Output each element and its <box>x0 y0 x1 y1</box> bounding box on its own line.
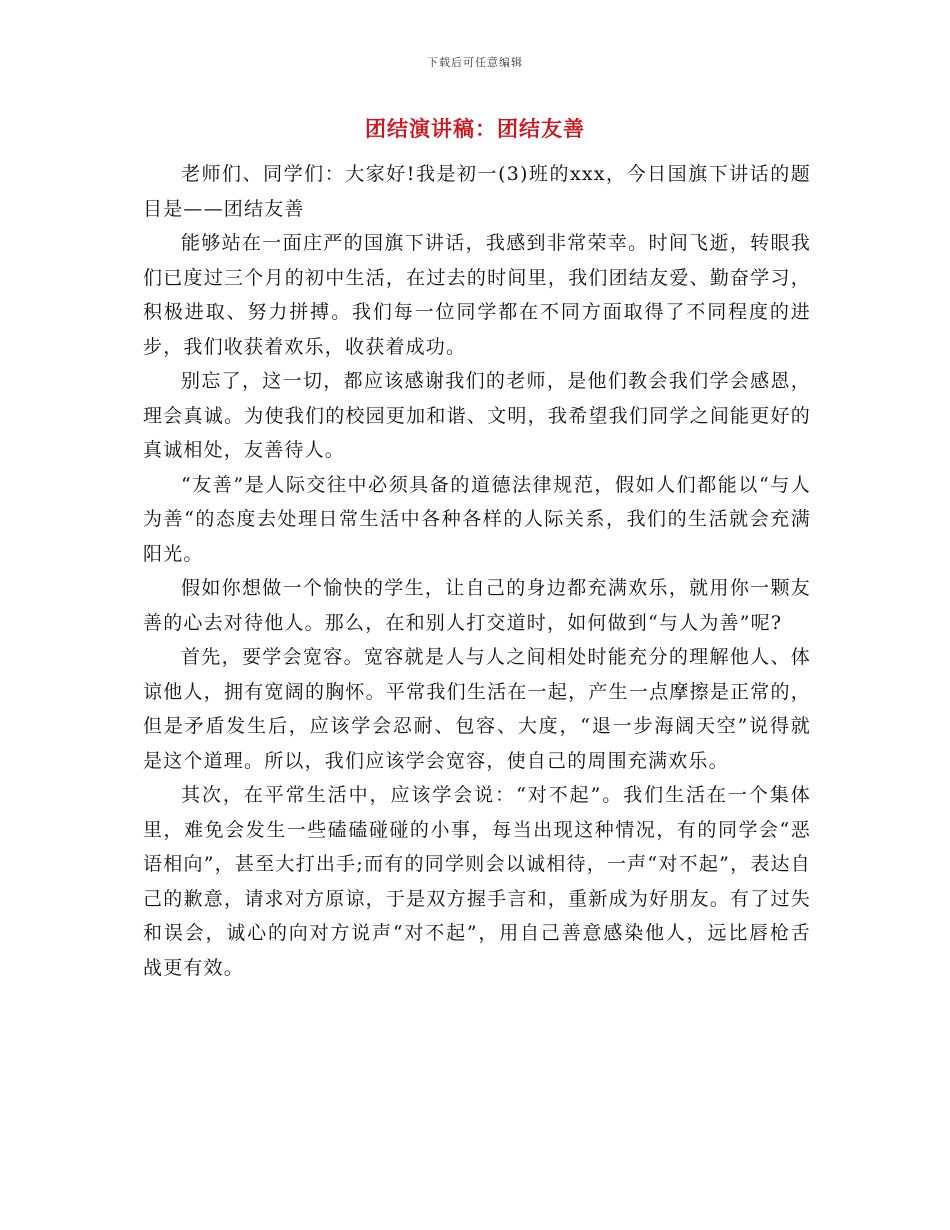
paragraph-friendliness: “友善”是人际交往中必须具备的道德法律规范，假如人们都能以“与人为善“的态度去处理日常生活中各种各样的人际关系，我们的生活就会充满阳光。 <box>143 473 811 565</box>
document-title: 团结演讲稿：团结友善 <box>365 116 585 141</box>
header-note: 下载后可任意编辑 <box>427 56 523 69</box>
document-body <box>143 157 811 985</box>
paragraph-happy-student: 假如你想做一个愉快的学生，让自己的身边都充满欢乐，就用你一颗友善的心去对待他人。那么，在和别人打交道时，如何做到“与人为善”呢? <box>143 577 811 634</box>
paragraph-tolerance: 首先，要学会宽容。宽容就是人与人之间相处时能充分的理解他人、体谅他人，拥有宽阔的胸怀。平常我们生活在一起，产生一点摩擦是正常的，但是矛盾发生后，应该学会忍耐、包容、大度，“退一步海阔天空”说得就是这个道理。所以，我们应该学会宽容，使自己的周围充满欢乐。 <box>143 646 811 772</box>
paragraph-apology: 其次，在平常生活中，应该学会说：“对不起”。我们生活在一个集体里，难免会发生一些磕磕碰碰的小事，每当出现这种情况，有的同学会“恶语相向”，甚至大打出手;而有的同学则会以诚相待，一声“对不起”，表达自己的歉意，请求对方原谅，于是双方握手言和，重新成为好朋友。有了过失和误会，诚心的向对方说声“对不起”，用自己善意感染他人，远比唇枪舌战更有效。 <box>143 784 811 979</box>
paragraph-gratitude: 别忘了，这一切，都应该感谢我们的老师，是他们教会我们学会感恩，理会真诚。为使我们的校园更加和谐、文明，我希望我们同学之间能更好的真诚相处，友善待人。 <box>143 370 811 461</box>
paragraph-honor: 能够站在一面庄严的国旗下讲话，我感到非常荣幸。时间飞逝，转眼我们已度过三个月的初中生活，在过去的时间里，我们团结友爱、勤奋学习，积极进取、努力拼搏。我们每一位同学都在不同方面取得了不同程度的进步，我们收获着欢乐，收获着成功。 <box>143 232 811 358</box>
paragraph-greeting: 老师们、同学们：大家好!我是初一(3)班的xxx，今日国旗下讲话的题目是——团结友善 <box>143 163 811 220</box>
